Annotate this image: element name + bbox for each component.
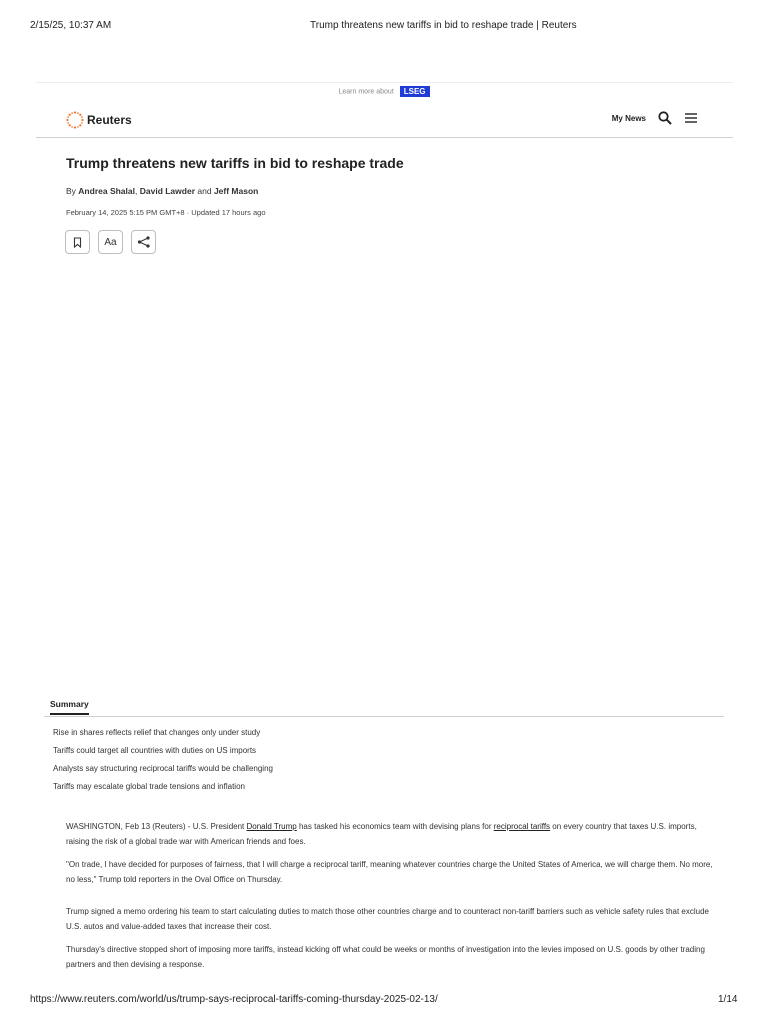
paragraph-text: has tasked his economics team with devising plans for [296,822,494,831]
share-icon [137,236,151,248]
reuters-logo[interactable] [66,111,132,129]
paragraph-text: on every country that taxes U.S. imports, raising the risk of a global trade war with American friends and foes. [66,822,697,846]
promo-banner[interactable] [0,86,768,97]
promo-text: Learn more about [338,88,394,96]
byline-and: and [197,186,212,196]
paragraph-text: WASHINGTON, Feb 13 (Reuters) - U.S. President [66,822,247,831]
byline-separator: , [134,186,138,196]
print-page-title: Trump threatens new tariffs in bid to reshape trade | Reuters [310,20,577,31]
body-paragraph-2: "On trade, I have decided for purposes of fairness, that I will charge a reciprocal tariff, meaning whatever countries charge the United States of America, we will charge them. No more, no less," Trump told reporters in the Oval Office on Thursday. [66,860,713,884]
reciprocal-tariffs-link[interactable]: reciprocal tariffs [493,822,551,831]
menu-icon[interactable] [684,112,698,124]
share-button[interactable] [131,230,156,254]
article-date: February 14, 2025 5:15 PM GMT+8 · Updated 17 hours ago [66,208,266,217]
author-link[interactable]: Jeff Mason [213,186,259,196]
lseg-badge[interactable]: LSEG [400,86,430,97]
bookmark-icon [73,237,82,248]
body-paragraph-3: Trump signed a memo ordering his team to start calculating duties to match those other countries charge and to counteract non-tariff barriers such as vehicle safety rules that exclude U.S. autos and value-added taxes that increase their cost. [66,907,709,931]
bookmark-button[interactable] [65,230,90,254]
text-size-label: Aa [104,236,117,248]
author-link[interactable]: David Lawder [139,186,196,196]
byline [66,186,258,196]
summary-item: Tariffs may escalate global trade tensions and inflation [53,782,245,791]
my-news-link[interactable]: My News [611,113,646,123]
summary-item: Analysts say structuring reciprocal tariffs would be challenging [53,764,273,773]
body-paragraph-1 [66,819,716,849]
body-paragraph-4: Thursday's directive stopped short of imposing more tariffs, instead kicking off what could be weeks or months of investigation into the levies imposed on U.S. goods by other trading partners and then devising a response. [66,945,705,969]
search-icon[interactable] [658,111,672,125]
print-page-number: 1/14 [718,994,738,1005]
top-divider [36,82,733,83]
summary-heading: Summary [50,699,89,715]
author-link[interactable]: Andrea Shalal [78,186,135,196]
donald-trump-link[interactable]: Donald Trump [246,822,297,831]
summary-item: Tariffs could target all countries with duties on US imports [53,746,257,755]
article-actions [65,230,156,254]
print-url: https://www.reuters.com/world/us/trump-says-reciprocal-tariffs-coming-thursday-2025-02-13/ [30,994,438,1005]
summary-item: Rise in shares reflects relief that changes only under study [53,728,261,737]
print-datetime: 2/15/25, 10:37 AM [30,20,112,31]
nav-divider [36,137,733,138]
nav-actions [612,111,698,125]
byline-prefix: By [66,186,76,196]
text-size-button[interactable] [98,230,123,254]
logo-text: Reuters [87,113,132,127]
reuters-logo-icon [66,111,84,129]
article-title: Trump threatens new tariffs in bid to reshape trade [66,155,404,171]
summary-list [53,727,273,799]
summary-divider [44,716,724,717]
